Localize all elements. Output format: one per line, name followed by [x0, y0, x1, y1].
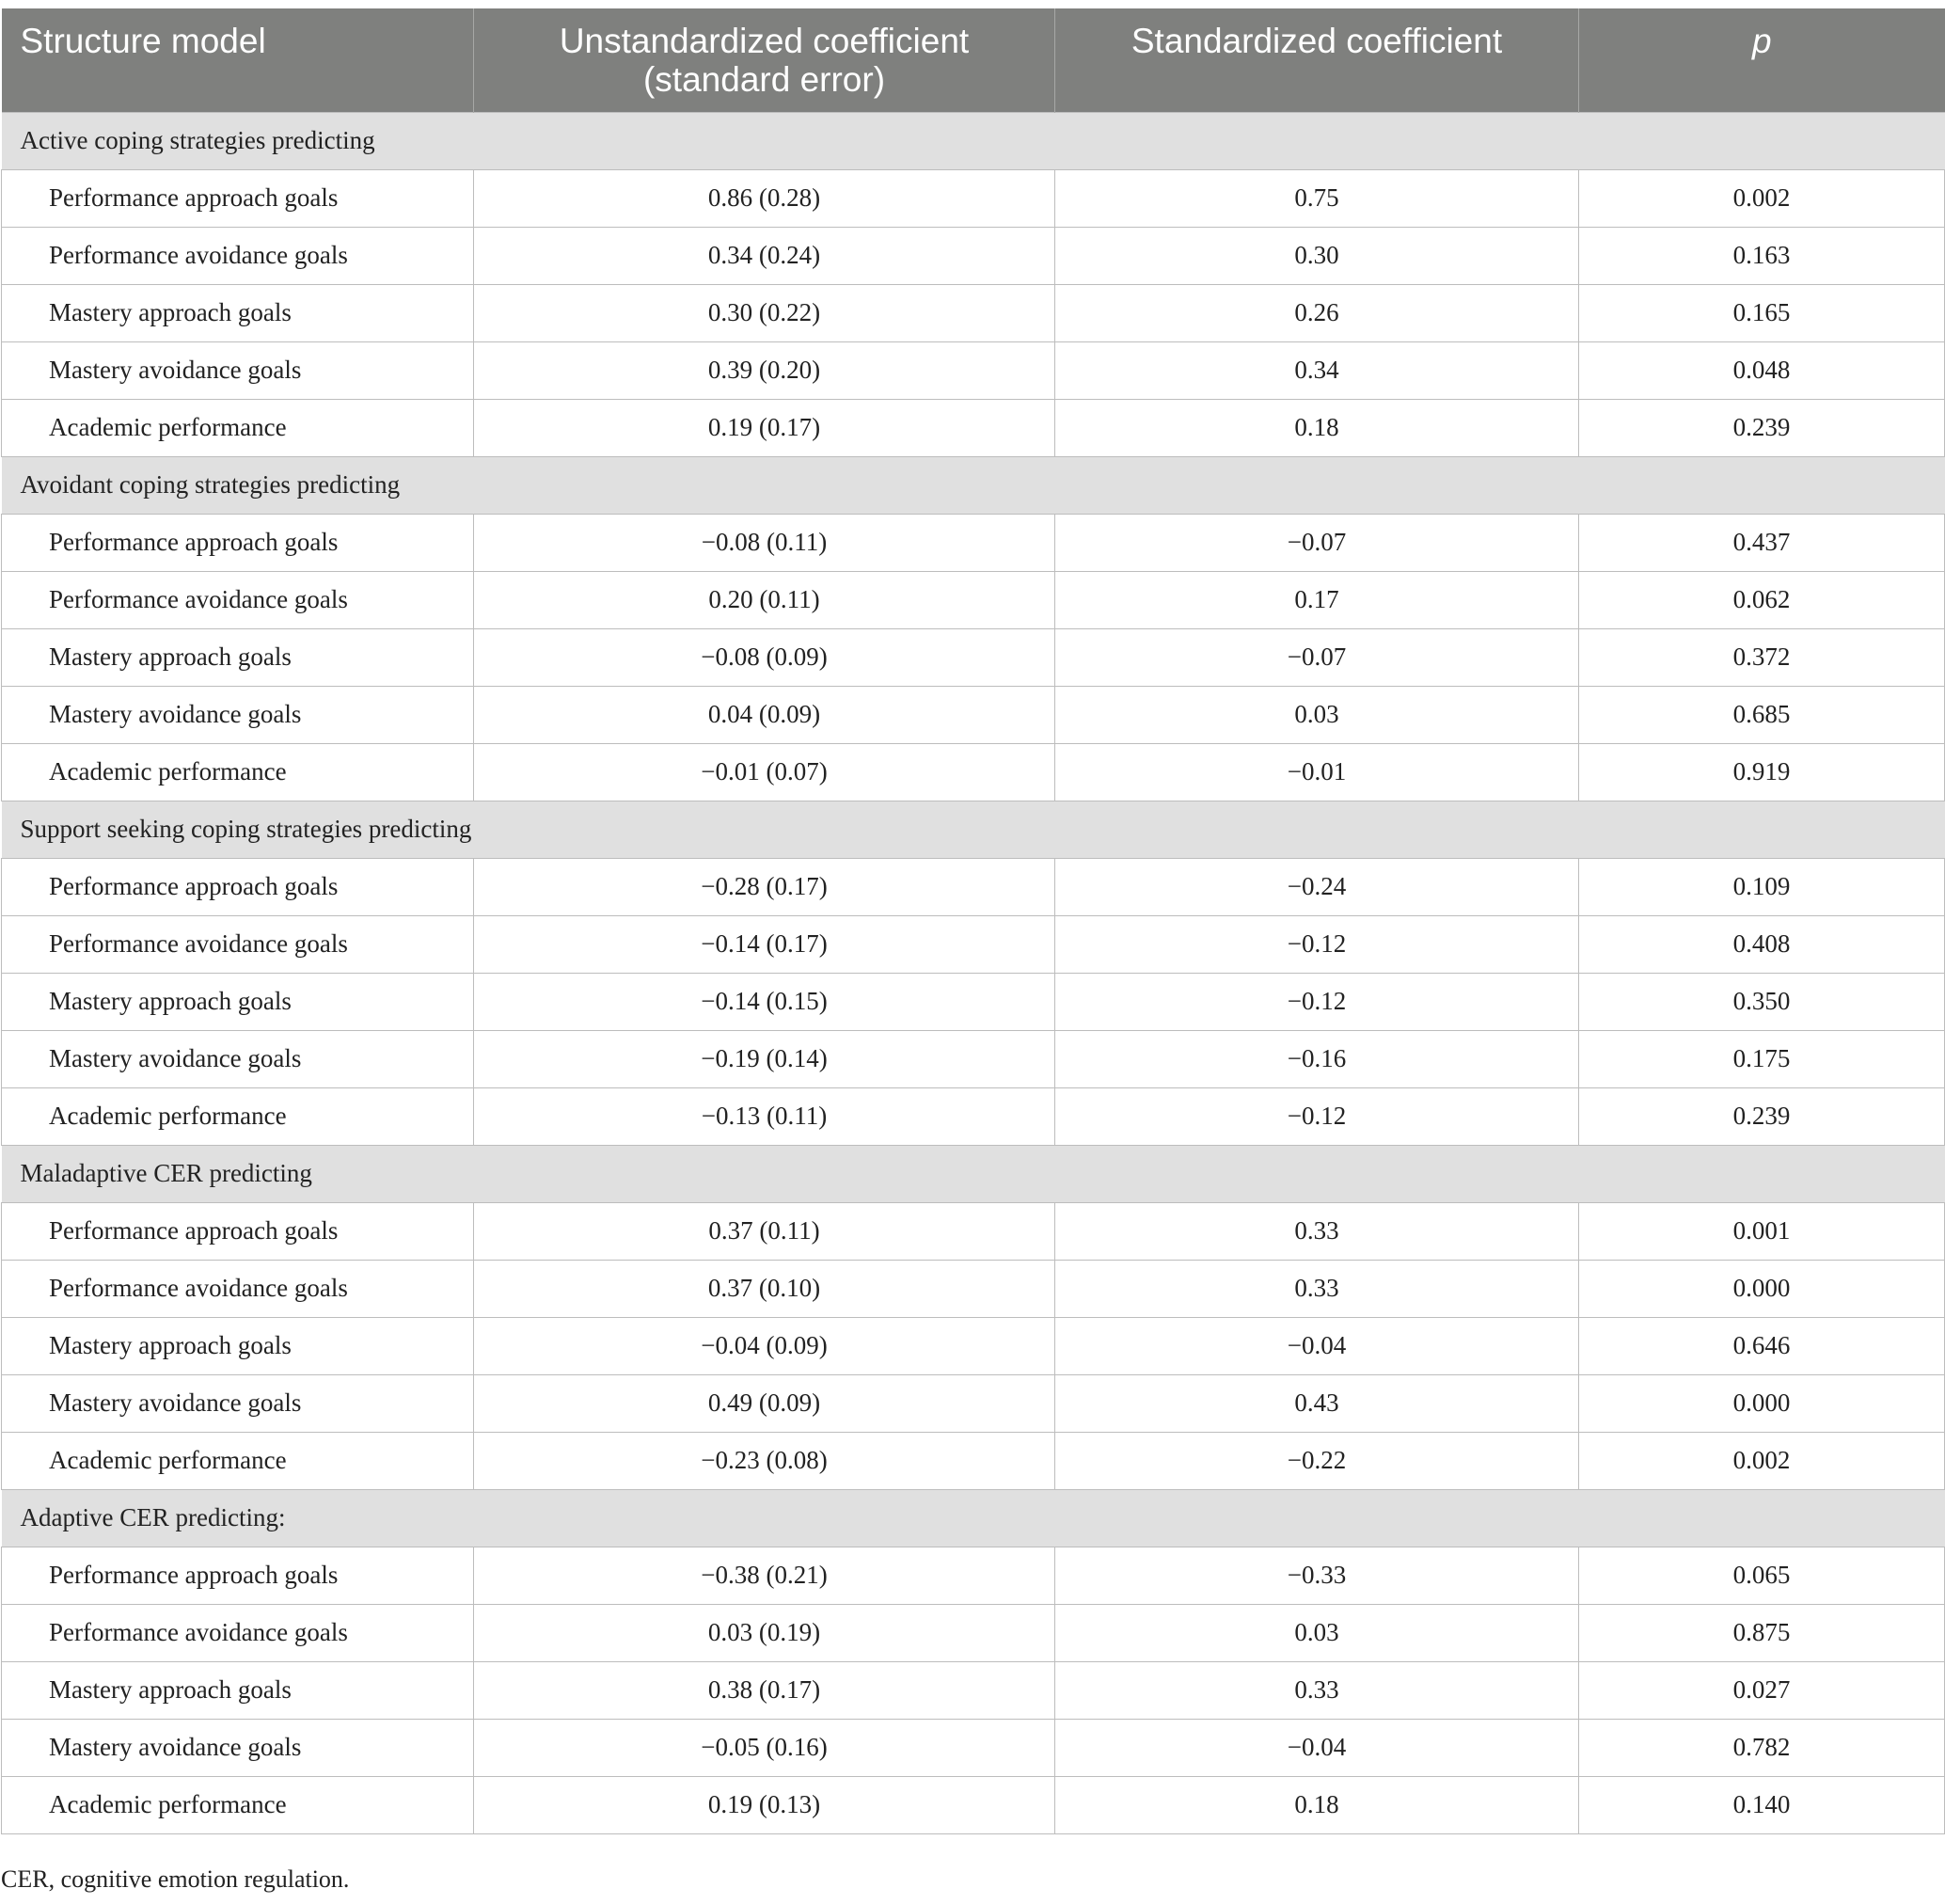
- table-row: [2, 973, 1945, 1030]
- header-standardized-coefficient: Standardized coefficient: [1055, 8, 1579, 112]
- unstandardized-value: −0.05 (0.16): [474, 1719, 1055, 1776]
- row-label: Academic performance: [2, 1432, 474, 1489]
- row-label: Mastery approach goals: [2, 1317, 474, 1374]
- group-header-row: [2, 456, 1945, 514]
- standardized-value: 0.03: [1055, 1604, 1579, 1661]
- coefficients-table: [1, 8, 1945, 1834]
- unstandardized-value: −0.13 (0.11): [474, 1087, 1055, 1145]
- table-row: [2, 571, 1945, 628]
- unstandardized-value: −0.28 (0.17): [474, 858, 1055, 915]
- group-header-row: [2, 112, 1945, 169]
- standardized-value: −0.22: [1055, 1432, 1579, 1489]
- row-label: Mastery approach goals: [2, 284, 474, 341]
- standardized-value: 0.34: [1055, 341, 1579, 399]
- p-value: 0.002: [1579, 1432, 1945, 1489]
- p-value: 0.782: [1579, 1719, 1945, 1776]
- unstandardized-value: −0.14 (0.17): [474, 915, 1055, 973]
- table-row: [2, 1432, 1945, 1489]
- p-value: 0.239: [1579, 399, 1945, 456]
- table-row: [2, 1661, 1945, 1719]
- p-value: 0.001: [1579, 1202, 1945, 1260]
- table-row: [2, 1374, 1945, 1432]
- p-value: 0.002: [1579, 169, 1945, 227]
- row-label: Performance approach goals: [2, 858, 474, 915]
- unstandardized-value: −0.08 (0.11): [474, 514, 1055, 571]
- row-label: Academic performance: [2, 743, 474, 801]
- standardized-value: 0.03: [1055, 686, 1579, 743]
- row-label: Performance avoidance goals: [2, 1260, 474, 1317]
- header-structure-model: Structure model: [2, 8, 474, 112]
- header-p-value: p: [1579, 8, 1945, 112]
- standardized-value: −0.07: [1055, 628, 1579, 686]
- p-value: 0.163: [1579, 227, 1945, 284]
- row-label: Academic performance: [2, 399, 474, 456]
- p-value: 0.175: [1579, 1030, 1945, 1087]
- unstandardized-value: −0.14 (0.15): [474, 973, 1055, 1030]
- unstandardized-value: 0.37 (0.10): [474, 1260, 1055, 1317]
- row-label: Academic performance: [2, 1776, 474, 1833]
- group-header-row: [2, 801, 1945, 858]
- row-label: Mastery avoidance goals: [2, 1374, 474, 1432]
- standardized-value: −0.01: [1055, 743, 1579, 801]
- standardized-value: 0.43: [1055, 1374, 1579, 1432]
- p-value: 0.408: [1579, 915, 1945, 973]
- standardized-value: 0.30: [1055, 227, 1579, 284]
- row-label: Mastery approach goals: [2, 973, 474, 1030]
- table-row: [2, 1087, 1945, 1145]
- header-unstandardized-line2: (standard error): [642, 60, 886, 99]
- table-row: [2, 743, 1945, 801]
- row-label: Mastery avoidance goals: [2, 1719, 474, 1776]
- standardized-value: 0.33: [1055, 1202, 1579, 1260]
- table-row: [2, 686, 1945, 743]
- standardized-value: 0.75: [1055, 169, 1579, 227]
- unstandardized-value: −0.01 (0.07): [474, 743, 1055, 801]
- p-value: 0.437: [1579, 514, 1945, 571]
- row-label: Mastery avoidance goals: [2, 341, 474, 399]
- table-row: [2, 227, 1945, 284]
- table-row: [2, 1776, 1945, 1833]
- unstandardized-value: −0.04 (0.09): [474, 1317, 1055, 1374]
- standardized-value: −0.12: [1055, 915, 1579, 973]
- row-label: Performance approach goals: [2, 1547, 474, 1604]
- unstandardized-value: 0.30 (0.22): [474, 284, 1055, 341]
- p-value: 0.350: [1579, 973, 1945, 1030]
- table-row: [2, 1547, 1945, 1604]
- unstandardized-value: 0.19 (0.13): [474, 1776, 1055, 1833]
- row-label: Performance approach goals: [2, 514, 474, 571]
- table-row: [2, 858, 1945, 915]
- row-label: Performance avoidance goals: [2, 1604, 474, 1661]
- unstandardized-value: 0.04 (0.09): [474, 686, 1055, 743]
- standardized-value: 0.33: [1055, 1661, 1579, 1719]
- table-row: [2, 628, 1945, 686]
- p-value: 0.646: [1579, 1317, 1945, 1374]
- header-unstandardized-coefficient: [474, 8, 1055, 112]
- p-value: 0.065: [1579, 1547, 1945, 1604]
- row-label: Mastery avoidance goals: [2, 686, 474, 743]
- standardized-value: −0.12: [1055, 973, 1579, 1030]
- row-label: Mastery avoidance goals: [2, 1030, 474, 1087]
- table-header: [2, 8, 1945, 112]
- p-value: 0.027: [1579, 1661, 1945, 1719]
- standardized-value: −0.07: [1055, 514, 1579, 571]
- p-value: 0.372: [1579, 628, 1945, 686]
- table-row: [2, 284, 1945, 341]
- table-row: [2, 399, 1945, 456]
- table-footnote: CER, cognitive emotion regulation.: [1, 1865, 350, 1893]
- p-value: 0.875: [1579, 1604, 1945, 1661]
- standardized-value: −0.33: [1055, 1547, 1579, 1604]
- unstandardized-value: 0.20 (0.11): [474, 571, 1055, 628]
- unstandardized-value: 0.37 (0.11): [474, 1202, 1055, 1260]
- standardized-value: 0.26: [1055, 284, 1579, 341]
- standardized-value: 0.33: [1055, 1260, 1579, 1317]
- group-header-row: [2, 1489, 1945, 1547]
- unstandardized-value: −0.23 (0.08): [474, 1432, 1055, 1489]
- p-value: 0.000: [1579, 1374, 1945, 1432]
- table-row: [2, 341, 1945, 399]
- row-label: Performance approach goals: [2, 1202, 474, 1260]
- table-row: [2, 1260, 1945, 1317]
- group-label: Avoidant coping strategies predicting: [2, 456, 1945, 514]
- row-label: Academic performance: [2, 1087, 474, 1145]
- table-row: [2, 169, 1945, 227]
- unstandardized-value: 0.19 (0.17): [474, 399, 1055, 456]
- p-value: 0.062: [1579, 571, 1945, 628]
- row-label: Mastery approach goals: [2, 628, 474, 686]
- group-header-row: [2, 1145, 1945, 1202]
- row-label: Mastery approach goals: [2, 1661, 474, 1719]
- p-value: 0.000: [1579, 1260, 1945, 1317]
- p-value: 0.109: [1579, 858, 1945, 915]
- table-row: [2, 915, 1945, 973]
- group-label: Adaptive CER predicting:: [2, 1489, 1945, 1547]
- row-label: Performance approach goals: [2, 169, 474, 227]
- unstandardized-value: −0.19 (0.14): [474, 1030, 1055, 1087]
- standardized-value: −0.16: [1055, 1030, 1579, 1087]
- p-value: 0.165: [1579, 284, 1945, 341]
- unstandardized-value: 0.49 (0.09): [474, 1374, 1055, 1432]
- standardized-value: −0.12: [1055, 1087, 1579, 1145]
- unstandardized-value: 0.39 (0.20): [474, 341, 1055, 399]
- unstandardized-value: −0.08 (0.09): [474, 628, 1055, 686]
- unstandardized-value: 0.34 (0.24): [474, 227, 1055, 284]
- p-value: 0.140: [1579, 1776, 1945, 1833]
- table-row: [2, 1719, 1945, 1776]
- unstandardized-value: 0.86 (0.28): [474, 169, 1055, 227]
- p-value: 0.239: [1579, 1087, 1945, 1145]
- unstandardized-value: 0.38 (0.17): [474, 1661, 1055, 1719]
- header-row: [2, 8, 1945, 112]
- group-label: Active coping strategies predicting: [2, 112, 1945, 169]
- table-row: [2, 1317, 1945, 1374]
- unstandardized-value: −0.38 (0.21): [474, 1547, 1055, 1604]
- row-label: Performance avoidance goals: [2, 571, 474, 628]
- table-body: [2, 112, 1945, 1833]
- header-unstandardized-line1: Unstandardized coefficient: [559, 22, 970, 60]
- p-value: 0.685: [1579, 686, 1945, 743]
- group-label: Maladaptive CER predicting: [2, 1145, 1945, 1202]
- table-row: [2, 1604, 1945, 1661]
- standardized-value: 0.17: [1055, 571, 1579, 628]
- standardized-value: −0.24: [1055, 858, 1579, 915]
- standardized-value: 0.18: [1055, 399, 1579, 456]
- table-row: [2, 1030, 1945, 1087]
- group-label: Support seeking coping strategies predicting: [2, 801, 1945, 858]
- standardized-value: −0.04: [1055, 1317, 1579, 1374]
- standardized-value: −0.04: [1055, 1719, 1579, 1776]
- p-value: 0.048: [1579, 341, 1945, 399]
- p-value: 0.919: [1579, 743, 1945, 801]
- table-row: [2, 514, 1945, 571]
- unstandardized-value: 0.03 (0.19): [474, 1604, 1055, 1661]
- table-row: [2, 1202, 1945, 1260]
- row-label: Performance avoidance goals: [2, 915, 474, 973]
- standardized-value: 0.18: [1055, 1776, 1579, 1833]
- row-label: Performance avoidance goals: [2, 227, 474, 284]
